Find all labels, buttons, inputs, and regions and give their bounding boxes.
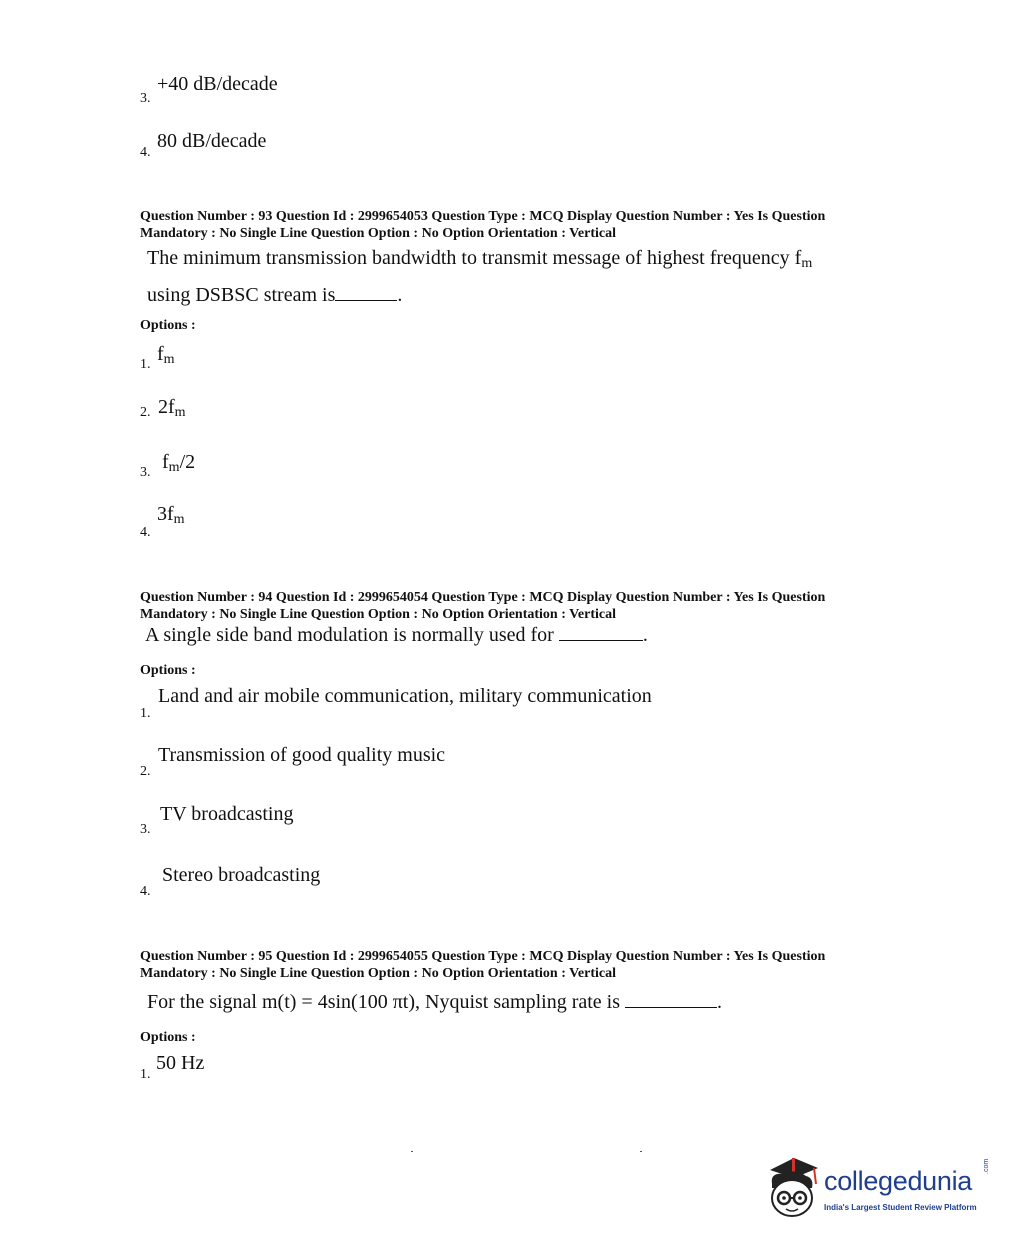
collegedunia-logo [764,1154,994,1224]
question-93-meta [140,208,900,242]
option-main: f [162,451,169,473]
option-number: 4. [140,884,151,899]
subscript: m [163,352,175,367]
meta-line: Question Number : 94 Question Id : 2999654054 Question Type : MCQ Display Question Number : Yes Is Question [140,590,826,605]
option-text: Land and air mobile communication, military communication [158,685,652,707]
punctuation: . [397,284,403,306]
option-number: 3. [140,465,151,480]
answer-blank [335,300,397,301]
option-text [158,396,186,421]
punctuation: . [642,624,648,646]
question-text: The minimum transmission bandwidth to transmit message of highest frequency f [147,247,802,269]
question-93-text [147,247,812,272]
option-text: 50 Hz [156,1052,205,1074]
question-95-meta [140,948,900,982]
option-number: 1. [140,357,151,372]
option-text: TV broadcasting [160,803,294,825]
scan-speck [411,1151,413,1152]
option-main: 3f [157,503,174,525]
option-main: 2f [158,396,175,418]
option-text: Stereo broadcasting [162,864,321,886]
subscript: m [173,512,185,527]
option-text: Transmission of good quality music [158,744,446,766]
option-number: 2. [140,764,151,779]
question-text: For the signal m(t) = 4sin(100 πt), Nyquist sampling rate is [147,991,620,1013]
option-number: 1. [140,1067,151,1082]
meta-line: Question Number : 95 Question Id : 2999654055 Question Type : MCQ Display Question Number : Yes Is Question [140,949,826,964]
option-number: 3. [140,822,151,837]
logo-tagline: India's Largest Student Review Platform [824,1203,977,1212]
answer-blank [625,1007,717,1008]
options-label: Options : [140,318,196,333]
option-number: 1. [140,706,151,721]
logo-com-text: .com [983,1158,990,1174]
meta-line: Question Number : 93 Question Id : 2999654053 Question Type : MCQ Display Question Number : Yes Is Question [140,209,826,224]
question-94-meta [140,589,900,623]
option-text: 80 dB/decade [157,130,267,152]
subscript: m [174,405,186,420]
meta-line: Mandatory : No Single Line Question Option : No Option Orientation : Vertical [140,966,617,981]
question-95-text [147,991,722,1014]
option-number: 2. [140,405,151,420]
option-main: f [157,343,164,365]
logo-brand-text: collegedunia [824,1166,973,1196]
answer-blank [559,640,643,641]
meta-line: Mandatory : No Single Line Question Option : No Option Orientation : Vertical [140,607,617,622]
option-text: +40 dB/decade [157,73,278,95]
question-text: A single side band modulation is normally used for [145,624,554,646]
mascot-icon [764,1154,824,1224]
options-label: Options : [140,663,196,678]
question-text: using DSBSC stream is [147,284,336,306]
question-93-text-line2 [147,284,402,307]
option-text [157,503,185,528]
option-text [157,343,175,368]
question-94-text [145,624,648,647]
options-label: Options : [140,1030,196,1045]
option-number: 4. [140,525,151,540]
option-number: 4. [140,145,151,160]
scan-speck [640,1151,642,1152]
subscript: m [168,460,180,475]
meta-line: Mandatory : No Single Line Question Option : No Option Orientation : Vertical [140,226,617,241]
option-suffix: /2 [179,451,196,473]
punctuation: . [717,991,722,1013]
option-text [162,451,195,476]
option-number: 3. [140,91,151,106]
subscript: m [801,256,813,271]
